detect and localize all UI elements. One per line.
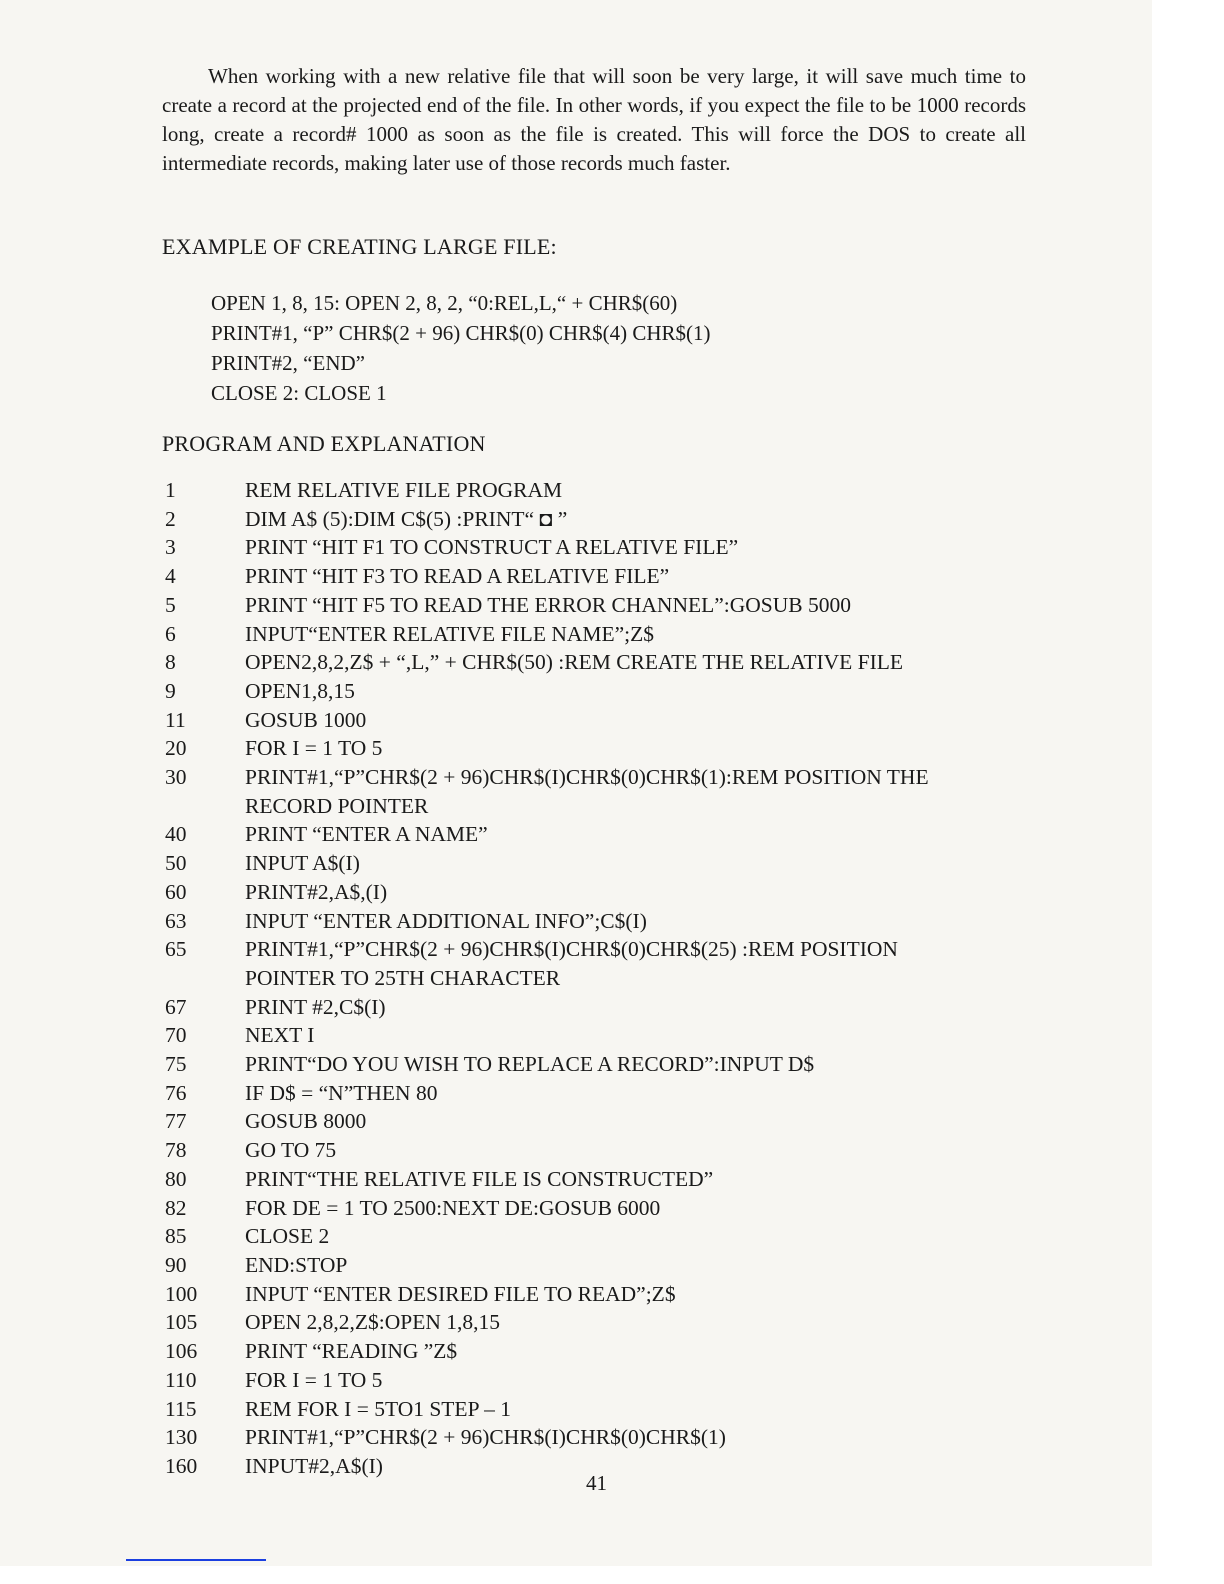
line-number: 4 (165, 564, 176, 589)
listing-line (165, 677, 1065, 706)
line-statement: INPUT“ENTER RELATIVE FILE NAME”;Z$ (245, 621, 655, 646)
listing-line (165, 1308, 1065, 1337)
line-number: 5 (165, 592, 176, 617)
line-statement: OPEN1,8,15 (245, 678, 355, 703)
listing-line (165, 505, 1065, 534)
line-number: 60 (165, 879, 187, 904)
line-number: 105 (165, 1310, 198, 1335)
line-statement: OPEN2,8,2,Z$ + “,L,” + CHR$(50) :REM CREATE THE RELATIVE FILE (245, 650, 904, 675)
listing-line (165, 763, 1065, 792)
listing-line (165, 591, 1065, 620)
line-number: 8 (165, 650, 176, 675)
line-statement: PRINT#2,A$,(I) (245, 879, 388, 904)
example-heading: EXAMPLE OF CREATING LARGE FILE: (162, 234, 557, 259)
listing-line (165, 849, 1065, 878)
line-statement: PRINT “HIT F5 TO READ THE ERROR CHANNEL”:GOSUB 5000 (245, 592, 852, 617)
line-number: 106 (165, 1339, 198, 1364)
program-listing (165, 476, 1065, 1481)
page-number: 41 (586, 1471, 607, 1495)
listing-line (165, 562, 1065, 591)
line-number: 80 (165, 1166, 187, 1191)
line-statement: PRINT“DO YOU WISH TO REPLACE A RECORD”:INPUT D$ (245, 1052, 815, 1077)
line-statement: PRINT “READING ”Z$ (245, 1339, 458, 1364)
intro-paragraph: When working with a new relative file that will soon be very large, it will save much time to create a record at the projected end of the file. In other words, if you expect the file to be 1000 records long, create a record# 1000 as soon as the file is created. This will force the DOS to create all intermediate records, making later use of those records much faster. (162, 64, 1026, 175)
line-number: 160 (165, 1453, 198, 1478)
line-number: 50 (165, 851, 187, 876)
listing-line (165, 1165, 1065, 1194)
listing-line (165, 1280, 1065, 1309)
example-code-line: PRINT#1, “P” CHR$(2 + 96) CHR$(0) CHR$(4) CHR$(1) (211, 321, 711, 345)
listing-line (165, 964, 1065, 993)
line-statement: PRINT“THE RELATIVE FILE IS CONSTRUCTED” (245, 1166, 714, 1191)
listing-line (165, 1079, 1065, 1108)
line-number: 11 (165, 707, 186, 732)
line-number: 100 (165, 1281, 198, 1306)
listing-line (165, 533, 1065, 562)
scan-margin (0, 1566, 1224, 1584)
line-statement: FOR I = 1 TO 5 (245, 1367, 383, 1392)
line-statement: REM RELATIVE FILE PROGRAM (245, 478, 563, 502)
line-statement: INPUT A$(I) (245, 851, 360, 876)
line-statement: INPUT “ENTER ADDITIONAL INFO”;C$(I) (245, 908, 647, 933)
listing-line (165, 1395, 1065, 1424)
listing-line (165, 476, 1065, 505)
line-statement: POINTER TO 25TH CHARACTER (245, 965, 561, 990)
line-statement: GO TO 75 (245, 1138, 337, 1163)
listing-line (165, 1050, 1065, 1079)
listing-line (165, 1366, 1065, 1395)
line-number: 63 (165, 908, 187, 933)
line-number: 110 (165, 1367, 197, 1392)
line-number: 75 (165, 1052, 187, 1077)
line-statement: INPUT “ENTER DESIRED FILE TO READ”;Z$ (245, 1281, 676, 1306)
line-statement: OPEN 2,8,2,Z$:OPEN 1,8,15 (245, 1310, 501, 1335)
line-number: 65 (165, 937, 187, 962)
line-number: 3 (165, 535, 176, 560)
line-statement: RECORD POINTER (245, 793, 429, 818)
listing-line (165, 820, 1065, 849)
line-number: 70 (165, 1023, 187, 1048)
line-statement: IF D$ = “N”THEN 80 (245, 1080, 438, 1105)
line-statement: DIM A$ (5):DIM C$(5) :PRINT“ ◘ ” (245, 506, 568, 531)
line-number: 82 (165, 1195, 187, 1220)
line-statement: PRINT#1,“P”CHR$(2 + 96)CHR$(I)CHR$(0)CHR$(1):REM POSITION THE (245, 765, 929, 790)
line-number: 67 (165, 994, 187, 1019)
listing-line (165, 1452, 1065, 1481)
line-statement: PRINT “HIT F1 TO CONSTRUCT A RELATIVE FILE” (245, 535, 739, 560)
line-statement: END:STOP (245, 1252, 348, 1277)
listing-line (165, 706, 1065, 735)
line-number: 77 (165, 1109, 187, 1134)
line-number: 9 (165, 678, 176, 703)
listing-line (165, 1194, 1065, 1223)
listing-line (165, 1222, 1065, 1251)
line-statement: REM FOR I = 5TO1 STEP – 1 (245, 1396, 511, 1421)
line-statement: NEXT I (245, 1023, 315, 1048)
example-code-block (211, 288, 711, 408)
line-statement: FOR I = 1 TO 5 (245, 736, 383, 761)
listing-line (165, 1337, 1065, 1366)
example-code-line: CLOSE 2: CLOSE 1 (211, 381, 387, 405)
listing-line (165, 1107, 1065, 1136)
line-number: 20 (165, 736, 187, 761)
scan-underline-mark (126, 1559, 266, 1561)
example-code-line: PRINT#2, “END” (211, 351, 365, 375)
listing-line (165, 907, 1065, 936)
line-number: 40 (165, 822, 187, 847)
line-number: 85 (165, 1224, 187, 1249)
line-number (165, 792, 245, 821)
listing-line (165, 1423, 1065, 1452)
line-statement: CLOSE 2 (245, 1224, 330, 1249)
line-statement: PRINT#1,“P”CHR$(2 + 96)CHR$(I)CHR$(0)CHR$(1) (245, 1425, 726, 1450)
line-number: 78 (165, 1138, 187, 1163)
line-number: 76 (165, 1080, 187, 1105)
listing-line (165, 935, 1065, 964)
program-heading: PROGRAM AND EXPLANATION (162, 431, 486, 456)
listing-line (165, 1251, 1065, 1280)
line-statement: GOSUB 8000 (245, 1109, 367, 1134)
line-number: 1 (165, 478, 176, 502)
listing-line (165, 1021, 1065, 1050)
example-code-line: OPEN 1, 8, 15: OPEN 2, 8, 2, “0:REL,L,“ + CHR$(60) (211, 291, 678, 315)
line-statement: GOSUB 1000 (245, 707, 367, 732)
listing-line (165, 620, 1065, 649)
listing-line (165, 1136, 1065, 1165)
line-statement: INPUT#2,A$(I) (245, 1453, 383, 1478)
line-statement: FOR DE = 1 TO 2500:NEXT DE:GOSUB 6000 (245, 1195, 661, 1220)
line-number (165, 964, 245, 993)
line-number: 130 (165, 1425, 198, 1450)
line-statement: PRINT#1,“P”CHR$(2 + 96)CHR$(I)CHR$(0)CHR$(25) :REM POSITION (245, 937, 898, 962)
listing-line (165, 648, 1065, 677)
line-statement: PRINT “HIT F3 TO READ A RELATIVE FILE” (245, 564, 670, 589)
listing-line (165, 734, 1065, 763)
listing-line (165, 792, 1065, 821)
listing-line (165, 878, 1065, 907)
line-statement: PRINT #2,C$(I) (245, 994, 386, 1019)
line-number: 115 (165, 1396, 197, 1421)
listing-line (165, 993, 1065, 1022)
line-number: 30 (165, 765, 187, 790)
line-number: 6 (165, 621, 176, 646)
line-number: 90 (165, 1252, 187, 1277)
line-statement: PRINT “ENTER A NAME” (245, 822, 488, 847)
line-number: 2 (165, 506, 176, 531)
